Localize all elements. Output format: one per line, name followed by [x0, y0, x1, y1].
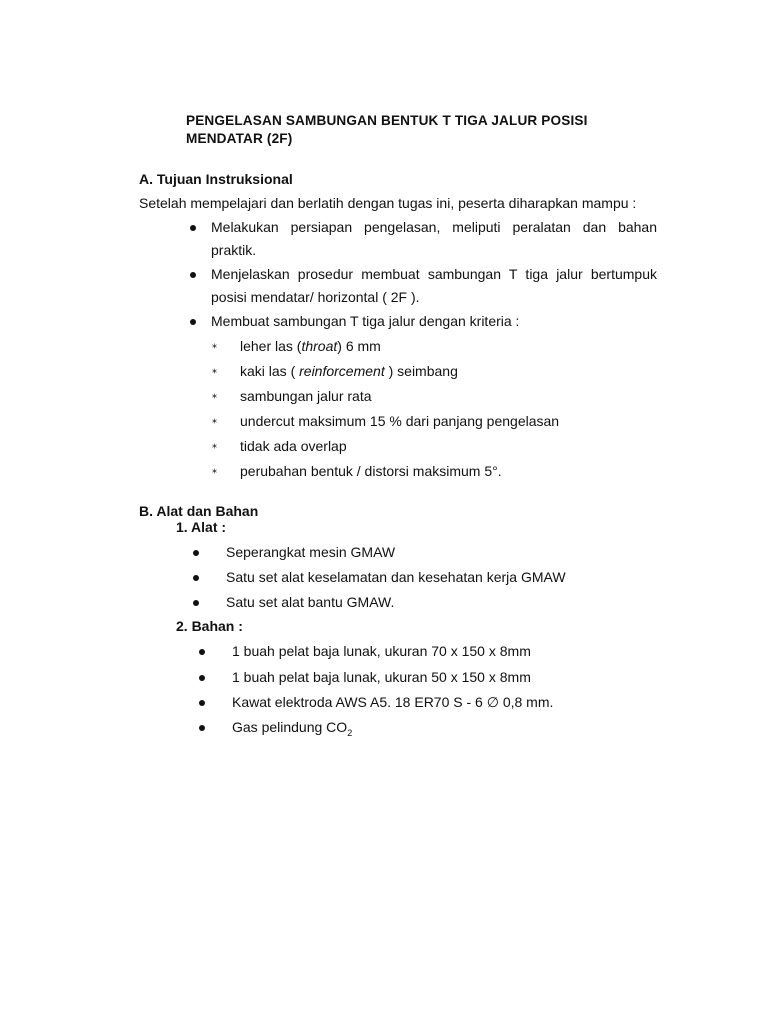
bahan-item: Kawat elektroda AWS A5. 18 ER70 S - 6 ∅ 0,8 mm.: [232, 694, 554, 710]
bullet-icon: [193, 550, 199, 556]
bahan-heading: 2. Bahan :: [176, 618, 243, 634]
objective-1-line-1: Melakukan persiapan pengelasan, meliputi peralatan dan bahan: [211, 219, 657, 235]
bullet-icon: [193, 575, 199, 581]
bahan-item: 1 buah pelat baja lunak, ukuran 70 x 150 x 8mm: [232, 643, 531, 659]
asterisk-bullet-icon: ⁎: [212, 365, 217, 376]
alat-item: Seperangkat mesin GMAW: [226, 544, 396, 560]
criterion-3: sambungan jalur rata: [240, 388, 372, 404]
alat-heading: 1. Alat :: [176, 519, 227, 535]
criterion-6: perubahan bentuk / distorsi maksimum 5°.: [240, 463, 502, 479]
asterisk-bullet-icon: ⁎: [212, 415, 217, 426]
bullet-icon: [190, 272, 196, 278]
asterisk-bullet-icon: ⁎: [212, 465, 217, 476]
criterion-1: leher las (throat) 6 mm: [240, 338, 381, 354]
bullet-icon: [199, 700, 205, 706]
objective-1-line-2: praktik.: [211, 242, 257, 258]
criterion-2: kaki las ( reinforcement ) seimbang: [240, 363, 458, 379]
section-b-heading: B. Alat dan Bahan: [139, 503, 259, 519]
bullet-icon: [193, 600, 199, 606]
bullet-icon: [199, 649, 205, 655]
objective-2-line-1: Menjelaskan prosedur membuat sambungan T tiga jalur bertumpuk: [211, 266, 657, 282]
asterisk-bullet-icon: ⁎: [212, 440, 217, 451]
co2-subscript: 2: [347, 727, 353, 738]
objective-3-line-1: Membuat sambungan T tiga jalur dengan kriteria :: [211, 313, 520, 329]
section-a-intro: Setelah mempelajari dan berlatih dengan tugas ini, peserta diharapkan mampu :: [139, 195, 637, 211]
objective-2-line-2: posisi mendatar/ horizontal ( 2F ).: [211, 289, 420, 305]
criterion-5: tidak ada overlap: [240, 438, 347, 454]
section-a-heading: A. Tujuan Instruksional: [139, 171, 293, 187]
asterisk-bullet-icon: ⁎: [212, 390, 217, 401]
bullet-icon: [199, 675, 205, 681]
criterion-4: undercut maksimum 15 % dari panjang pengelasan: [240, 413, 560, 429]
bahan-item: 1 buah pelat baja lunak, ukuran 50 x 150 x 8mm: [232, 669, 531, 685]
document-title-line-2: MENDATAR (2F): [186, 131, 293, 146]
asterisk-bullet-icon: ⁎: [212, 340, 217, 351]
bullet-icon: [199, 725, 205, 731]
bahan-item-gas: Gas pelindung $CO_2$: [232, 719, 353, 738]
bullet-icon: [190, 225, 196, 231]
alat-item: Satu set alat bantu GMAW.: [226, 594, 395, 610]
alat-item: Satu set alat keselamatan dan kesehatan kerja GMAW: [226, 569, 566, 585]
bullet-icon: [190, 319, 196, 325]
document-title-line-1: PENGELASAN SAMBUNGAN BENTUK T TIGA JALUR POSISI: [186, 113, 588, 128]
